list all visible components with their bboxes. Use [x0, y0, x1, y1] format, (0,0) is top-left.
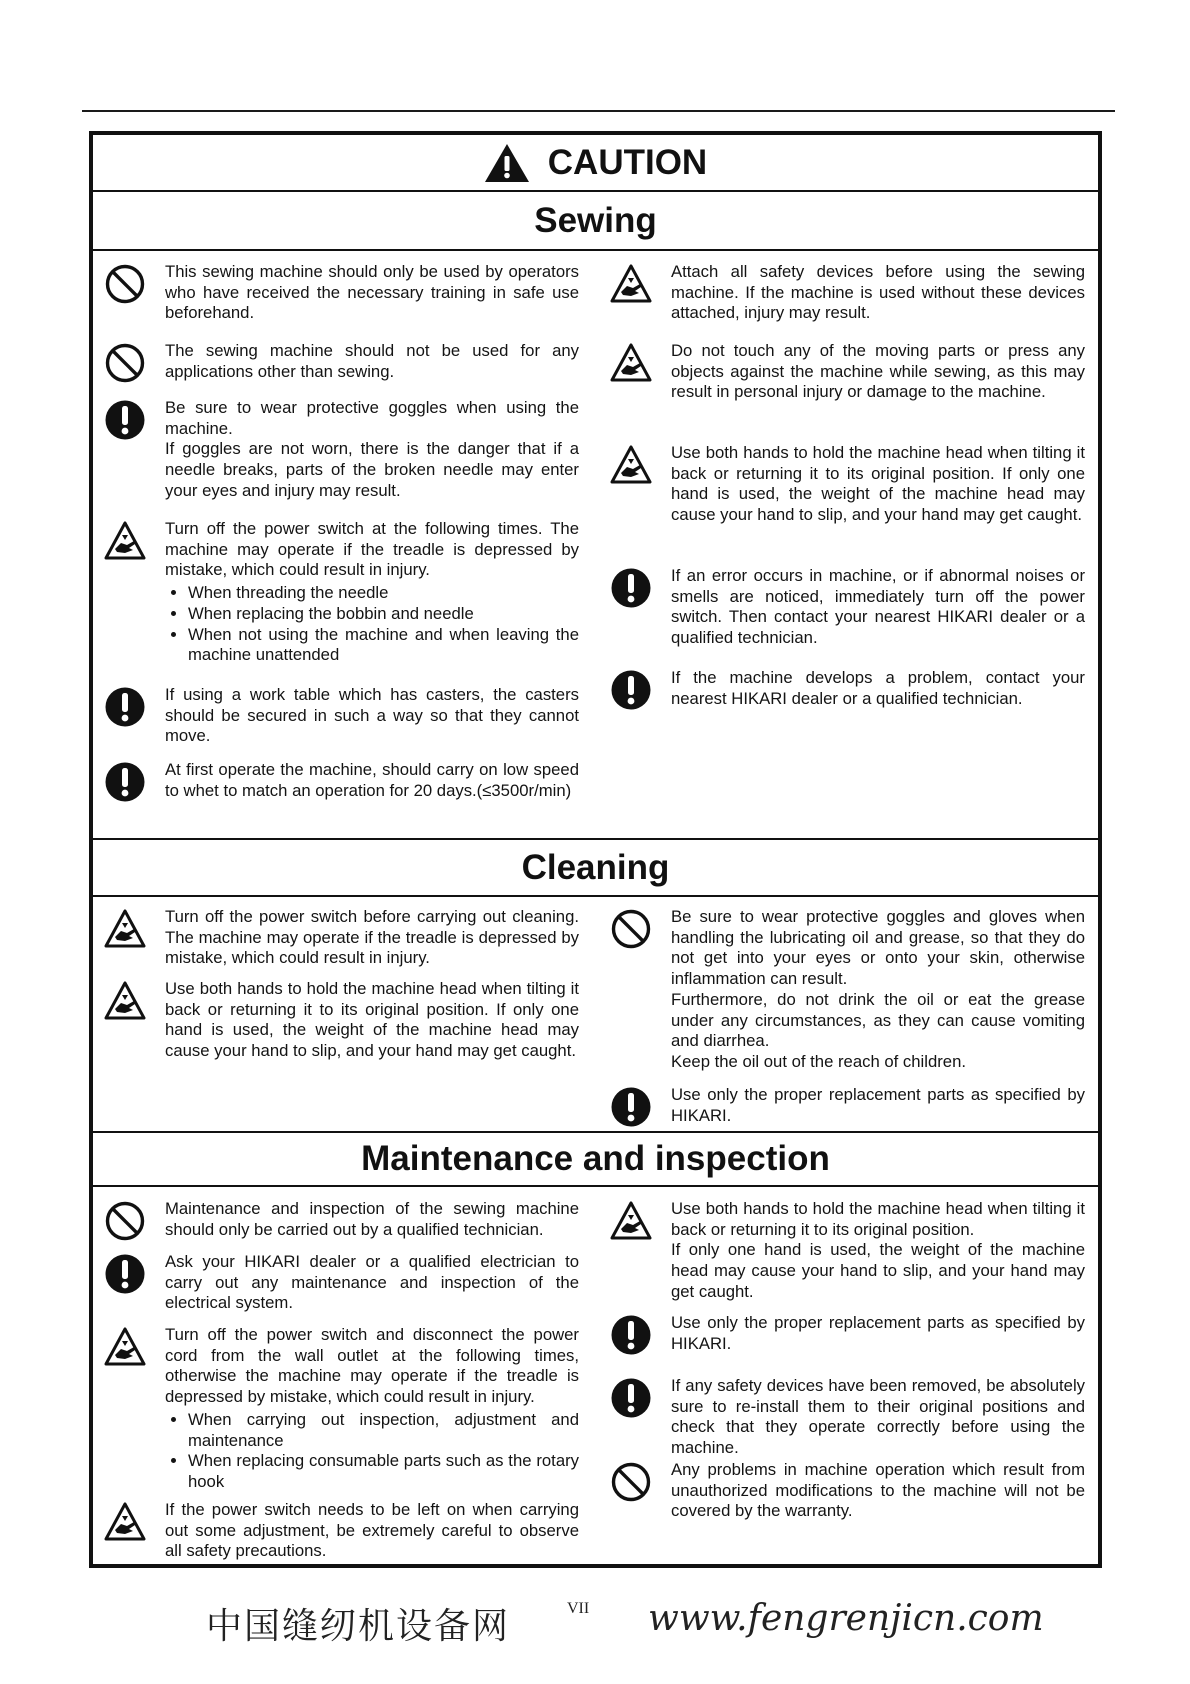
- maintenance-left-item-3-bullets: [165, 1410, 579, 1493]
- sewing-left-item-5: [103, 685, 579, 747]
- maintenance-right-item-3-text: If any safety devices have been removed, be absolutely sure to re-install them to their original positions and check that they operate correctly before using the machine.: [671, 1376, 1085, 1458]
- mandatory-exclamation-icon: [103, 685, 147, 729]
- sewing-right-item-5-text: If the machine develops a problem, contact your nearest HIKARI dealer or a qualified technician.: [671, 668, 1085, 708]
- sewing-right-item-4-text: If an error occurs in machine, or if abnormal noises or smells are noticed, immediately turn off the power switch. Then contact your nearest HIKARI dealer or a qualified technician.: [671, 566, 1085, 648]
- maintenance-right-item-1-text-2: If only one hand is used, the weight of the machine head may cause your hand to slip, and your hand may get caught.: [671, 1240, 1085, 1301]
- cleaning-section-title: [93, 838, 1098, 897]
- sewing-left-item-6: [103, 760, 579, 804]
- cleaning-title: Cleaning: [521, 847, 670, 887]
- cleaning-right-item-2-text: Use only the proper replacement parts as specified by HIKARI.: [671, 1085, 1085, 1125]
- sewing-right-item-2: [609, 341, 1085, 403]
- warning-triangle-icon: [484, 143, 530, 183]
- hand-warning-triangle-icon: [609, 1199, 653, 1243]
- footer-chinese-site-name: 中国缝纫机设备网: [206, 1606, 511, 1647]
- sewing-right-item-3: [609, 443, 1085, 526]
- prohibition-icon: [103, 1199, 147, 1243]
- sewing-left-item-4-bullets: [165, 583, 579, 666]
- hand-warning-triangle-icon: [103, 907, 147, 951]
- bullet-item: • When not using the machine and when leaving the machine unattended: [188, 625, 579, 666]
- prohibition-icon: [103, 341, 147, 385]
- sewing-right-item-1-text: Attach all safety devices before using the sewing machine. If the machine is used without these devices attached, injury may result.: [671, 262, 1085, 323]
- mandatory-exclamation-icon: [609, 668, 653, 712]
- sewing-left-item-1: [103, 262, 579, 324]
- page-number: VII: [567, 1600, 590, 1617]
- cleaning-right-item-1: [609, 907, 1085, 1073]
- mandatory-exclamation-icon: [609, 566, 653, 610]
- maintenance-right-item-2-text: Use only the proper replacement parts as specified by HIKARI.: [671, 1313, 1085, 1353]
- mandatory-exclamation-icon: [609, 1085, 653, 1129]
- sewing-left-item-6-text: At first operate the machine, should carry on low speed to whet to match an operation for 20 days.(≤3500r/min): [165, 760, 579, 800]
- sewing-right-item-3-text: Use both hands to hold the machine head when tilting it back or returning it to its original position. If only one hand is used, the weight of the machine head may cause your hand to slip, and your hand may get caught.: [671, 443, 1085, 525]
- maintenance-title: Maintenance and inspection: [361, 1139, 830, 1178]
- cleaning-left-item-2: [103, 979, 579, 1062]
- sewing-right-item-4: [609, 566, 1085, 649]
- maintenance-right-item-3: [609, 1376, 1085, 1459]
- maintenance-left-item-4: [103, 1500, 579, 1562]
- maintenance-left-item-2-text: Ask your HIKARI dealer or a qualified electrician to carry out any maintenance and inspection of the electrical system.: [165, 1252, 579, 1313]
- maintenance-section-title: [93, 1131, 1098, 1187]
- prohibition-icon: [609, 1460, 653, 1504]
- maintenance-left-item-1: [103, 1199, 579, 1243]
- sewing-left-item-4: [103, 519, 579, 666]
- hand-warning-triangle-icon: [103, 519, 147, 563]
- bullet-item: • When carrying out inspection, adjustment and maintenance: [188, 1410, 579, 1451]
- hand-warning-triangle-icon: [609, 262, 653, 306]
- bullet-item: • When replacing the bobbin and needle: [188, 604, 579, 625]
- bullet-item: • When replacing consumable parts such as the rotary hook: [188, 1451, 579, 1492]
- sewing-left-item-4-text: Turn off the power switch at the following times. The machine may operate if the treadle is depressed by mistake, which could result in injury.: [165, 519, 579, 580]
- hand-warning-triangle-icon: [103, 1500, 147, 1544]
- sewing-left-item-2-text: The sewing machine should not be used for any applications other than sewing.: [165, 341, 579, 381]
- hand-warning-triangle-icon: [609, 341, 653, 385]
- sewing-left-item-3: [103, 398, 579, 502]
- cleaning-right-item-1-text-2: Furthermore, do not drink the oil or eat the grease under any circumstances, as they can cause vomiting and diarrhea.: [671, 989, 1085, 1051]
- footer-url: www.fengrenjicn.com: [648, 1598, 1044, 1639]
- sewing-right-item-2-text: Do not touch any of the moving parts or press any objects against the machine while sewing, as this may result in personal injury or damage to the machine.: [671, 341, 1085, 402]
- sewing-left-item-2: [103, 341, 579, 385]
- maintenance-right-item-4-text: Any problems in machine operation which result from unauthorized modifications to the machine will not be covered by the warranty.: [671, 1460, 1085, 1521]
- maintenance-left-item-1-text: Maintenance and inspection of the sewing machine should only be carried out by a qualified technician.: [165, 1199, 579, 1239]
- mandatory-exclamation-icon: [103, 398, 147, 442]
- bullet-item: • When threading the needle: [188, 583, 579, 604]
- cleaning-left-item-1: [103, 907, 579, 969]
- cleaning-right-item-2: [609, 1085, 1085, 1129]
- prohibition-icon: [609, 907, 653, 951]
- hand-warning-triangle-icon: [103, 1325, 147, 1369]
- cleaning-right-item-1-text-3: Keep the oil out of the reach of children.: [671, 1051, 967, 1071]
- maintenance-left-item-2: [103, 1252, 579, 1314]
- caution-header: [93, 135, 1098, 192]
- sewing-left-item-3-text-1: Be sure to wear protective goggles when using the machine.: [165, 398, 579, 438]
- mandatory-exclamation-icon: [103, 760, 147, 804]
- cleaning-left-item-1-text: Turn off the power switch before carrying out cleaning. The machine may operate if the treadle is depressed by mistake, which could result in injury.: [165, 907, 579, 968]
- prohibition-icon: [103, 262, 147, 306]
- sewing-section-title: [93, 192, 1098, 251]
- sewing-title: Sewing: [534, 200, 657, 240]
- maintenance-right-item-4: [609, 1460, 1085, 1522]
- maintenance-right-item-2: [609, 1313, 1085, 1357]
- cleaning-left-item-2-text: Use both hands to hold the machine head when tilting it back or returning it to its original position. If only one hand is used, the weight of the machine head may cause your hand to slip, and your hand may get caught.: [165, 979, 579, 1061]
- caution-title: CAUTION: [547, 142, 708, 182]
- maintenance-right-item-1: [609, 1199, 1085, 1303]
- cleaning-right-item-1-text-1: Be sure to wear protective goggles and gloves when handling the lubricating oil and grease, so that they do not get into your eyes or onto your skin, otherwise inflammation can result.: [671, 907, 1085, 989]
- hand-warning-triangle-icon: [103, 979, 147, 1023]
- top-rule: [82, 110, 1115, 112]
- mandatory-exclamation-icon: [103, 1252, 147, 1296]
- mandatory-exclamation-icon: [609, 1313, 653, 1357]
- caution-frame: [89, 131, 1102, 1568]
- mandatory-exclamation-icon: [609, 1376, 653, 1420]
- hand-warning-triangle-icon: [609, 443, 653, 487]
- sewing-left-item-5-text: If using a work table which has casters, the casters should be secured in such a way so that they cannot move.: [165, 685, 579, 746]
- sewing-right-item-1: [609, 262, 1085, 324]
- sewing-left-item-1-text: This sewing machine should only be used by operators who have received the necessary training in safe use beforehand.: [165, 262, 579, 323]
- maintenance-left-item-3-text: Turn off the power switch and disconnect the power cord from the wall outlet at the following times, otherwise the machine may operate if the treadle is depressed by mistake, which could result in injury.: [165, 1325, 579, 1407]
- sewing-left-item-3-text-2: If goggles are not worn, there is the danger that if a needle breaks, parts of the broken needle may enter your eyes and injury may result.: [165, 439, 579, 500]
- maintenance-right-item-1-text-1: Use both hands to hold the machine head when tilting it back or returning it to its original position.: [671, 1199, 1085, 1239]
- maintenance-left-item-4-text: If the power switch needs to be left on when carrying out some adjustment, be extremely careful to observe all safety precautions.: [165, 1500, 579, 1561]
- sewing-right-item-5: [609, 668, 1085, 712]
- maintenance-left-item-3: [103, 1325, 579, 1493]
